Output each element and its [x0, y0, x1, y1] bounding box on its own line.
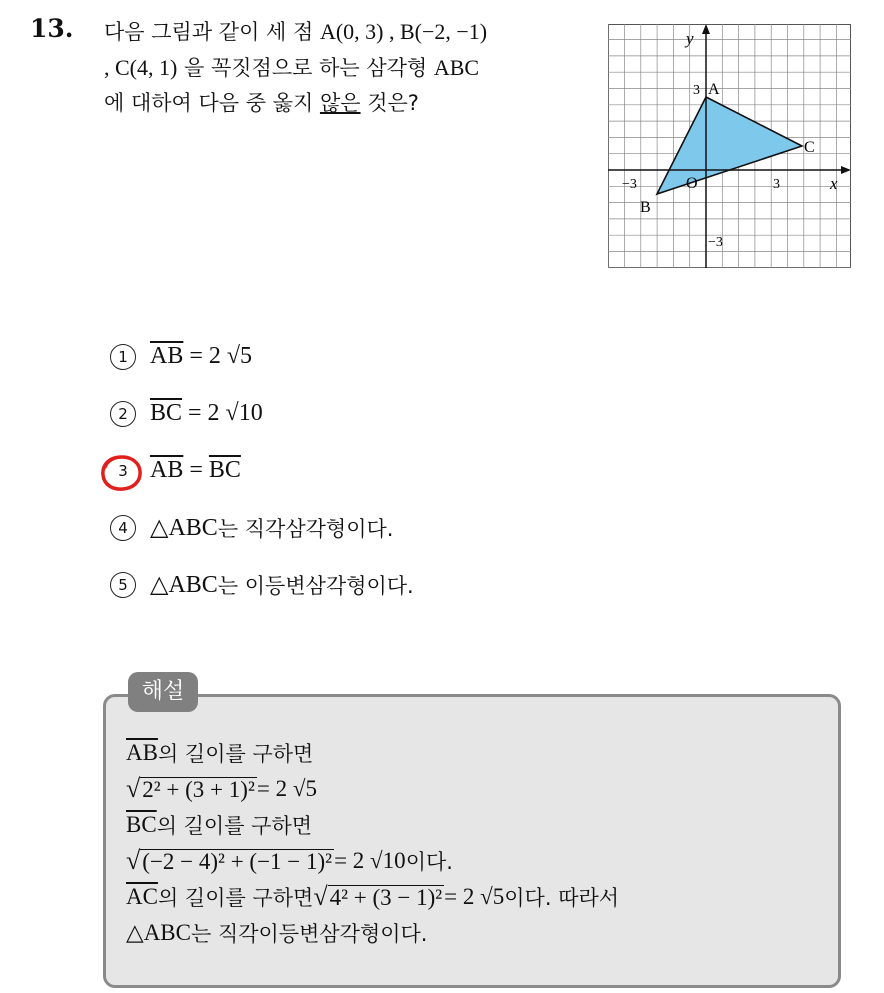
choice-2-value: = 2 √10 — [182, 400, 263, 426]
question-line1-text: 다음 그림과 같이 세 점 — [104, 20, 320, 44]
solution-radicand-ab: 2² + (3 + 1)² — [142, 776, 255, 802]
question-line3-text-a: 에 대하여 다음 중 옳지 — [104, 91, 320, 115]
answer-choices — [108, 328, 414, 613]
solution-line-3 — [126, 807, 826, 843]
choice-2-number: 2 — [110, 401, 136, 427]
point-c-label: C — [804, 139, 815, 156]
choice-3-equals: = — [183, 457, 209, 483]
question-line3-text-b: 것은? — [360, 91, 419, 115]
solution-line-5-text: 의 길이를 구하면 — [157, 886, 314, 910]
choice-4-triangle: △ABC — [150, 515, 218, 541]
choice-3[interactable] — [108, 442, 414, 499]
x-axis-label: x — [830, 174, 838, 193]
solution-line-2: √ 2² + (3 + 1)² = 2 √5 — [126, 774, 317, 803]
choice-1-segment: $\overline{AB}$ — [150, 343, 184, 369]
solution-line-6-text: 는 직각이등변삼각형이다. — [190, 922, 428, 946]
solution-radicand-bc: (−2 − 4)² + (−1 − 1)² — [142, 848, 333, 874]
choice-5[interactable] — [108, 556, 414, 613]
solution-line-1-text: 의 길이를 구하면 — [157, 742, 314, 766]
choice-1-number: 1 — [110, 344, 136, 370]
tick-label-x-3: 3 — [773, 177, 780, 192]
solution-text — [126, 735, 826, 951]
choice-5-triangle: △ABC — [150, 572, 218, 598]
tick-label-x-neg3: −3 — [622, 177, 637, 192]
y-axis-label: y — [686, 29, 694, 48]
choice-3-number: 3 — [118, 461, 128, 480]
solution-radicand-ac: 4² + (3 − 1)² — [329, 884, 443, 910]
question-line2-text: 을 꼭짓점으로 하는 삼각형 — [177, 56, 434, 80]
solution-line-5-text2: 이다. 따라서 — [504, 886, 620, 910]
choice-1[interactable] — [108, 328, 414, 385]
question-line2-math-b: ABC — [433, 55, 480, 80]
choice-5-number: 5 — [110, 572, 136, 598]
choice-2-segment: $\overline{BC}$ — [150, 400, 183, 426]
solution-segment-bc: $\overline{BC}$ — [126, 812, 157, 837]
solution-line-6 — [126, 915, 826, 951]
choice-4[interactable] — [108, 499, 414, 556]
choice-4-number: 4 — [110, 515, 136, 541]
choice-3-segment-a: $\overline{AB}$ — [150, 457, 184, 483]
tick-label-y-neg3: −3 — [708, 235, 723, 250]
solution-line-4: √ (−2 − 4)² + (−1 − 1)² = 2 √10 이다. — [126, 846, 453, 875]
question-line2-math-a: , C(4, 1) — [104, 55, 178, 80]
solution-triangle: △ABC — [126, 920, 191, 945]
answer-mark-circle-icon — [100, 454, 144, 492]
coordinate-graph — [608, 24, 851, 268]
solution-tag: 해설 — [128, 672, 198, 712]
solution-result-bc: = 2 √10 — [334, 848, 406, 873]
question-number: 13. — [30, 14, 74, 43]
point-b-label: B — [640, 199, 651, 216]
solution-segment-ab: $\overline{AB}$ — [126, 740, 158, 765]
solution-line-5: $\overline{AC}$ 의 길이를 구하면 √ 4² + (3 − 1)² = 2 √5 이다. 따라서 — [126, 882, 620, 911]
choice-1-value: = 2 √5 — [183, 343, 253, 369]
solution-result-ac: = 2 √5 — [444, 884, 505, 909]
solution-result-ab: = 2 √5 — [256, 776, 317, 801]
solution-segment-ac: $\overline{AC}$ — [126, 884, 158, 909]
solution-line-4-text: 이다. — [405, 850, 453, 874]
solution-line-1 — [126, 735, 826, 771]
point-a-label: A — [708, 81, 720, 98]
choice-5-text: 는 이등변삼각형이다. — [217, 573, 414, 598]
question-line1-math: A(0, 3) , B(−2, −1) — [319, 19, 488, 44]
choice-4-text: 는 직각삼각형이다. — [217, 516, 394, 541]
origin-label: O — [686, 175, 698, 192]
choice-3-segment-b: $\overline{BC}$ — [208, 457, 241, 483]
underlined-word: 않은 — [319, 91, 361, 115]
choice-2[interactable] — [108, 385, 414, 442]
tick-label-y-3: 3 — [693, 83, 700, 98]
question-text — [104, 14, 584, 121]
solution-line-3-text: 의 길이를 구하면 — [156, 814, 313, 838]
